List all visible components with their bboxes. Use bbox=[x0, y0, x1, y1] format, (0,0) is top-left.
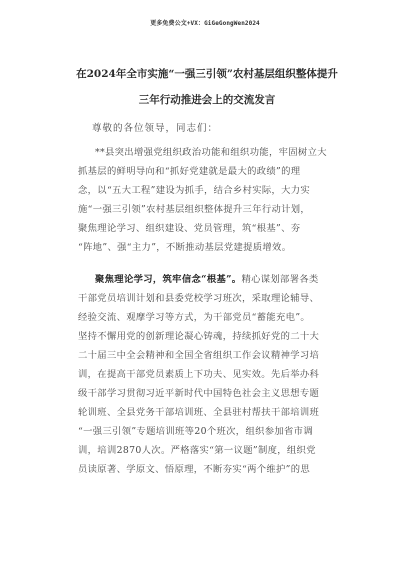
paragraph-2-line: 训，培训2870人次。严格落实“第一议题”制度，组织党 bbox=[78, 445, 316, 456]
document-title-line-1: 在2024年全市实施“一强三引领”农村基层组织整体提升 bbox=[76, 68, 338, 80]
paragraph-2-line: 轮训班、全县党务干部培训班、全县驻村帮扶干部培训班 bbox=[78, 407, 320, 418]
paragraph-2-first-line-rest: 精心谋划部署各类 bbox=[241, 274, 319, 285]
paragraph-2-line: 干部党员培训计划和县委党校学习班次，采取理论辅导、 bbox=[78, 293, 320, 304]
paragraph-2-line: “一强三引领”专题培训班等20个班次，组织参加省市调 bbox=[78, 426, 313, 437]
paragraph-1-line: 聚焦理论学习、组织建设、党员管理，筑“根基”、夯 bbox=[78, 223, 301, 234]
paragraph-1-line: “阵地”、强“主力”，不断推动基层党建提质增效。 bbox=[78, 242, 292, 253]
paragraph-1-line: 念，以“五大工程”建设为抓手，结合乡村实际，大力实 bbox=[78, 185, 311, 196]
paragraph-2-lead-heading: 聚焦理论学习，筑牢信念“根基”。 bbox=[95, 274, 242, 285]
paragraph-1-line: 施“一强三引领”农村基层组织整体提升三年行动计划， bbox=[78, 204, 311, 215]
paragraph-2-line: 二十届三中全会精神和全国全省组织工作会议精神学习培 bbox=[78, 350, 320, 361]
paragraph-2-line: 训，在提高干部党员素质上下功夫、见实效。先后举办科 bbox=[78, 369, 320, 380]
paragraph-1-line: 抓基层的鲜明导向和“抓好党建就是最大的政绩”的理 bbox=[78, 166, 301, 177]
header-note: 更多免费公文+VX：GiGeGongWen2024 bbox=[150, 20, 260, 27]
paragraph-2-line: 员读原著、学原文、悟原理，不断夯实“两个维护”的思 bbox=[78, 464, 311, 475]
salutation: 尊敬的各位领导，同志们： bbox=[92, 123, 219, 134]
paragraph-2-first-line bbox=[95, 274, 375, 286]
paragraph-2-line: 坚持不懈用党的创新理论凝心铸魂，持续抓好党的二十大 bbox=[78, 331, 320, 342]
paragraph-1-line: **县突出增强党组织政治功能和组织功能，牢固树立大 bbox=[95, 147, 327, 158]
paragraph-2-line: 级干部学习贯彻习近平新时代中国特色社会主义思想专题 bbox=[78, 388, 320, 399]
document-title-line-2: 三年行动推进会上的交流发言 bbox=[138, 94, 276, 106]
paragraph-2-line: 经验交流、观摩学习等方式，为干部党员“蓄能充电”。 bbox=[78, 312, 311, 323]
